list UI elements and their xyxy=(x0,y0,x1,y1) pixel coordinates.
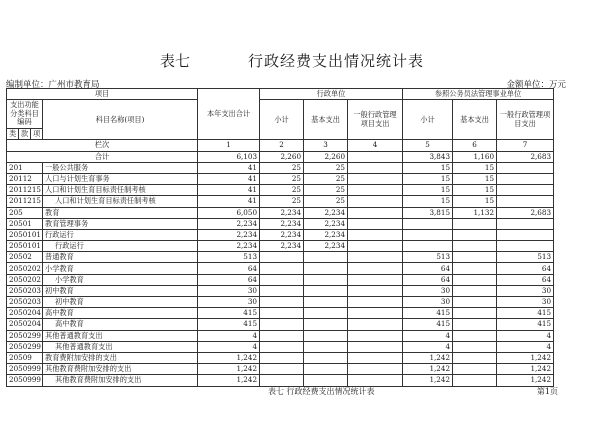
table-title: 行政经费支出情况统计表 xyxy=(248,52,425,70)
column-number: 5 xyxy=(403,140,453,151)
table-row xyxy=(7,252,554,263)
row-value xyxy=(304,263,348,274)
row-value xyxy=(497,218,554,229)
row-code: 20509 xyxy=(7,352,43,363)
table-row xyxy=(7,263,554,274)
row-value: 4 xyxy=(403,330,453,341)
row-code: 2011215 xyxy=(7,196,43,207)
row-value xyxy=(453,263,497,274)
table-row xyxy=(7,218,554,229)
row-value xyxy=(497,196,554,207)
page-footer: 表七 行政经费支出情况统计表 xyxy=(268,387,375,396)
row-value xyxy=(403,229,453,240)
row-value xyxy=(260,375,304,386)
row-value: 2,234 xyxy=(304,241,348,252)
row-value: 6,050 xyxy=(198,207,260,218)
header-public-group: 参照公务员法管理事业单位 xyxy=(403,89,554,100)
row-value: 2,234 xyxy=(198,229,260,240)
row-value: 64 xyxy=(403,263,453,274)
column-number: 2 xyxy=(260,140,304,151)
row-value xyxy=(348,297,403,308)
row-value: 1,242 xyxy=(497,352,554,363)
row-value: 1,242 xyxy=(403,375,453,386)
header-admin-group: 行政单位 xyxy=(260,89,403,100)
row-value xyxy=(260,252,304,263)
total-cell: 2,260 xyxy=(260,151,304,162)
row-code: 2050203 xyxy=(7,297,43,308)
row-value: 415 xyxy=(497,319,554,330)
column-number: 6 xyxy=(453,140,497,151)
table-row xyxy=(7,308,554,319)
row-value xyxy=(348,241,403,252)
row-value xyxy=(304,341,348,352)
row-value: 30 xyxy=(198,297,260,308)
row-value: 2,234 xyxy=(304,207,348,218)
row-value xyxy=(453,252,497,263)
row-value xyxy=(348,364,403,375)
row-name: 教育费附加安排的支出 xyxy=(43,352,198,363)
row-value xyxy=(260,341,304,352)
row-value: 30 xyxy=(198,285,260,296)
table-row xyxy=(7,285,554,296)
row-code: 205 xyxy=(7,207,43,218)
row-name: 小学教育 xyxy=(43,274,198,285)
column-number: 3 xyxy=(304,140,348,151)
table-row xyxy=(7,274,554,285)
row-value xyxy=(453,218,497,229)
row-value: 415 xyxy=(198,319,260,330)
row-value xyxy=(348,218,403,229)
column-number-row xyxy=(7,140,554,151)
row-value: 25 xyxy=(260,162,304,173)
row-value: 30 xyxy=(497,297,554,308)
page-number: 第1页 xyxy=(536,387,558,396)
row-name: 行政运行 xyxy=(43,229,198,240)
row-value xyxy=(348,285,403,296)
row-value xyxy=(453,375,497,386)
table-row xyxy=(7,364,554,375)
row-name: 其他普通教育支出 xyxy=(43,341,198,352)
row-value xyxy=(348,252,403,263)
row-name: 初中教育 xyxy=(43,285,198,296)
row-value xyxy=(348,162,403,173)
row-name: 行政运行 xyxy=(43,241,198,252)
header-xiang: 项 xyxy=(31,129,43,140)
column-number: 1 xyxy=(198,140,260,151)
row-value: 2,234 xyxy=(304,229,348,240)
row-value xyxy=(348,263,403,274)
row-value: 1,242 xyxy=(198,375,260,386)
header-admin-general: 一般行政管理项目支出 xyxy=(348,100,403,140)
row-name: 人口与计划生育事务 xyxy=(43,173,198,184)
row-value: 513 xyxy=(198,252,260,263)
row-value: 1,242 xyxy=(403,352,453,363)
row-value: 15 xyxy=(403,173,453,184)
row-code: 2050999 xyxy=(7,364,43,375)
table-row xyxy=(7,229,554,240)
row-name: 教育 xyxy=(43,207,198,218)
row-value xyxy=(348,274,403,285)
row-code: 20501 xyxy=(7,218,43,229)
table-row xyxy=(7,375,554,386)
table-row xyxy=(7,319,554,330)
row-value: 1,242 xyxy=(403,364,453,375)
total-row xyxy=(7,151,554,162)
row-value: 415 xyxy=(198,308,260,319)
row-value: 1,242 xyxy=(497,364,554,375)
row-value xyxy=(304,330,348,341)
row-value xyxy=(348,319,403,330)
row-value xyxy=(453,241,497,252)
row-value xyxy=(260,352,304,363)
row-value xyxy=(260,330,304,341)
unit-label: 金额单位：万元 xyxy=(506,80,566,90)
row-value: 4 xyxy=(403,341,453,352)
row-code: 20112 xyxy=(7,173,43,184)
row-value: 41 xyxy=(198,185,260,196)
row-name: 初中教育 xyxy=(43,297,198,308)
row-value: 4 xyxy=(497,341,554,352)
table-row xyxy=(7,173,554,184)
row-value: 2,234 xyxy=(260,207,304,218)
row-value: 1,132 xyxy=(453,207,497,218)
row-code: 2050101 xyxy=(7,241,43,252)
row-value: 415 xyxy=(403,308,453,319)
row-value: 15 xyxy=(403,196,453,207)
row-value: 1,242 xyxy=(198,364,260,375)
row-value xyxy=(260,364,304,375)
row-value xyxy=(348,308,403,319)
row-value: 2,234 xyxy=(260,241,304,252)
row-name: 高中教育 xyxy=(43,308,198,319)
row-value xyxy=(348,207,403,218)
row-value xyxy=(348,352,403,363)
row-name: 小学教育 xyxy=(43,263,198,274)
row-value: 4 xyxy=(198,341,260,352)
row-value: 25 xyxy=(304,173,348,184)
row-value xyxy=(453,308,497,319)
header-current-total: 本年支出合计 xyxy=(198,89,260,140)
header-row-2 xyxy=(7,100,554,129)
org-label: 编制单位：广州市教育局 xyxy=(6,80,100,90)
row-value xyxy=(304,375,348,386)
row-value xyxy=(497,229,554,240)
row-value xyxy=(304,308,348,319)
header-public-basic: 基本支出 xyxy=(453,100,497,140)
row-value: 2,683 xyxy=(497,207,554,218)
row-value: 41 xyxy=(198,196,260,207)
row-value xyxy=(497,185,554,196)
row-name: 一般公共服务 xyxy=(43,162,198,173)
row-value xyxy=(304,285,348,296)
row-value xyxy=(453,341,497,352)
row-value: 15 xyxy=(453,173,497,184)
row-value xyxy=(304,297,348,308)
row-value: 513 xyxy=(403,252,453,263)
total-cell xyxy=(348,151,403,162)
row-name: 人口和计划生育目标责任制考核 xyxy=(43,196,198,207)
row-name: 其他普通教育支出 xyxy=(43,330,198,341)
row-value xyxy=(304,319,348,330)
row-value xyxy=(453,352,497,363)
total-cell: 2,683 xyxy=(497,151,554,162)
row-value xyxy=(304,364,348,375)
row-value xyxy=(348,185,403,196)
row-code: 20502 xyxy=(7,252,43,263)
row-value: 25 xyxy=(304,185,348,196)
row-value xyxy=(348,330,403,341)
row-value: 41 xyxy=(198,173,260,184)
row-code: 2050204 xyxy=(7,308,43,319)
row-value xyxy=(348,196,403,207)
row-value: 64 xyxy=(198,263,260,274)
row-value xyxy=(260,319,304,330)
row-value: 64 xyxy=(497,263,554,274)
row-value xyxy=(497,173,554,184)
row-name: 人口和计划生育目标责任制考核 xyxy=(43,185,198,196)
row-code: 2050202 xyxy=(7,263,43,274)
row-value: 15 xyxy=(453,196,497,207)
table-row xyxy=(7,352,554,363)
row-value: 15 xyxy=(403,185,453,196)
row-code: 2050299 xyxy=(7,330,43,341)
header-lei: 类 xyxy=(7,129,19,140)
row-value xyxy=(348,341,403,352)
row-value xyxy=(453,285,497,296)
row-value xyxy=(453,229,497,240)
header-public-subtotal: 小计 xyxy=(403,100,453,140)
row-name: 其他教育费附加安排的支出 xyxy=(43,375,198,386)
row-value xyxy=(304,352,348,363)
table-number: 表七 xyxy=(160,52,191,70)
row-value xyxy=(304,274,348,285)
row-value: 15 xyxy=(453,162,497,173)
row-value: 2,234 xyxy=(260,229,304,240)
header-row-1 xyxy=(7,89,554,100)
total-cell: 1,160 xyxy=(453,151,497,162)
row-value: 4 xyxy=(198,330,260,341)
row-value: 30 xyxy=(403,297,453,308)
row-value xyxy=(453,319,497,330)
table-row xyxy=(7,241,554,252)
row-name: 教育管理事务 xyxy=(43,218,198,229)
row-value xyxy=(453,364,497,375)
table-row xyxy=(7,330,554,341)
table-row xyxy=(7,185,554,196)
row-value: 30 xyxy=(497,285,554,296)
table-row xyxy=(7,162,554,173)
row-value xyxy=(453,297,497,308)
column-number: 7 xyxy=(497,140,554,151)
row-name: 高中教育 xyxy=(43,319,198,330)
row-value: 64 xyxy=(497,274,554,285)
header-admin-subtotal: 小计 xyxy=(260,100,304,140)
total-label: 合计 xyxy=(7,151,198,162)
row-value: 30 xyxy=(403,285,453,296)
row-value xyxy=(260,297,304,308)
row-value xyxy=(260,274,304,285)
row-code: 2011215 xyxy=(7,185,43,196)
row-value xyxy=(348,173,403,184)
row-name: 普通教育 xyxy=(43,252,198,263)
row-value: 1,242 xyxy=(497,375,554,386)
row-value: 513 xyxy=(497,252,554,263)
row-value xyxy=(497,162,554,173)
row-value: 15 xyxy=(453,185,497,196)
expense-table xyxy=(6,88,554,387)
row-value: 64 xyxy=(198,274,260,285)
row-code: 2050299 xyxy=(7,341,43,352)
header-item: 项目 xyxy=(7,89,198,100)
row-value: 41 xyxy=(198,162,260,173)
table-row xyxy=(7,207,554,218)
total-cell: 2,260 xyxy=(304,151,348,162)
row-value: 15 xyxy=(403,162,453,173)
row-value xyxy=(304,252,348,263)
row-value: 64 xyxy=(403,274,453,285)
table-row xyxy=(7,297,554,308)
header-kuan: 款 xyxy=(19,129,31,140)
row-name: 其他教育费附加安排的支出 xyxy=(43,364,198,375)
row-code: 201 xyxy=(7,162,43,173)
row-value: 2,234 xyxy=(304,218,348,229)
row-code: 2050203 xyxy=(7,285,43,296)
row-value: 2,234 xyxy=(260,218,304,229)
row-value xyxy=(260,308,304,319)
row-value xyxy=(403,241,453,252)
row-value: 4 xyxy=(497,330,554,341)
column-number-label: 栏次 xyxy=(7,140,198,151)
row-value: 2,234 xyxy=(198,241,260,252)
row-code: 2050202 xyxy=(7,274,43,285)
row-value xyxy=(348,229,403,240)
row-value: 25 xyxy=(304,196,348,207)
table-row xyxy=(7,196,554,207)
row-value xyxy=(348,375,403,386)
row-value: 415 xyxy=(403,319,453,330)
row-value: 1,242 xyxy=(198,352,260,363)
header-public-general: 一般行政管理项目支出 xyxy=(497,100,554,140)
row-value: 25 xyxy=(260,196,304,207)
row-code: 2050204 xyxy=(7,319,43,330)
row-code: 2050101 xyxy=(7,229,43,240)
header-subject-name: 科目名称(项目) xyxy=(43,100,198,140)
total-cell: 3,843 xyxy=(403,151,453,162)
row-code: 2050999 xyxy=(7,375,43,386)
row-value: 25 xyxy=(260,173,304,184)
row-value: 2,234 xyxy=(198,218,260,229)
document-title xyxy=(0,50,600,70)
row-value: 415 xyxy=(497,308,554,319)
row-value: 3,815 xyxy=(403,207,453,218)
table-row xyxy=(7,341,554,352)
header-admin-basic: 基本支出 xyxy=(304,100,348,140)
row-value: 25 xyxy=(260,185,304,196)
total-cell: 6,103 xyxy=(198,151,260,162)
row-value xyxy=(453,274,497,285)
header-func-code: 支出功能分类科目编码 xyxy=(7,100,43,129)
row-value xyxy=(260,285,304,296)
row-value: 25 xyxy=(304,162,348,173)
row-value xyxy=(260,263,304,274)
row-value xyxy=(453,330,497,341)
column-number: 4 xyxy=(348,140,403,151)
row-value xyxy=(497,241,554,252)
row-value xyxy=(403,218,453,229)
